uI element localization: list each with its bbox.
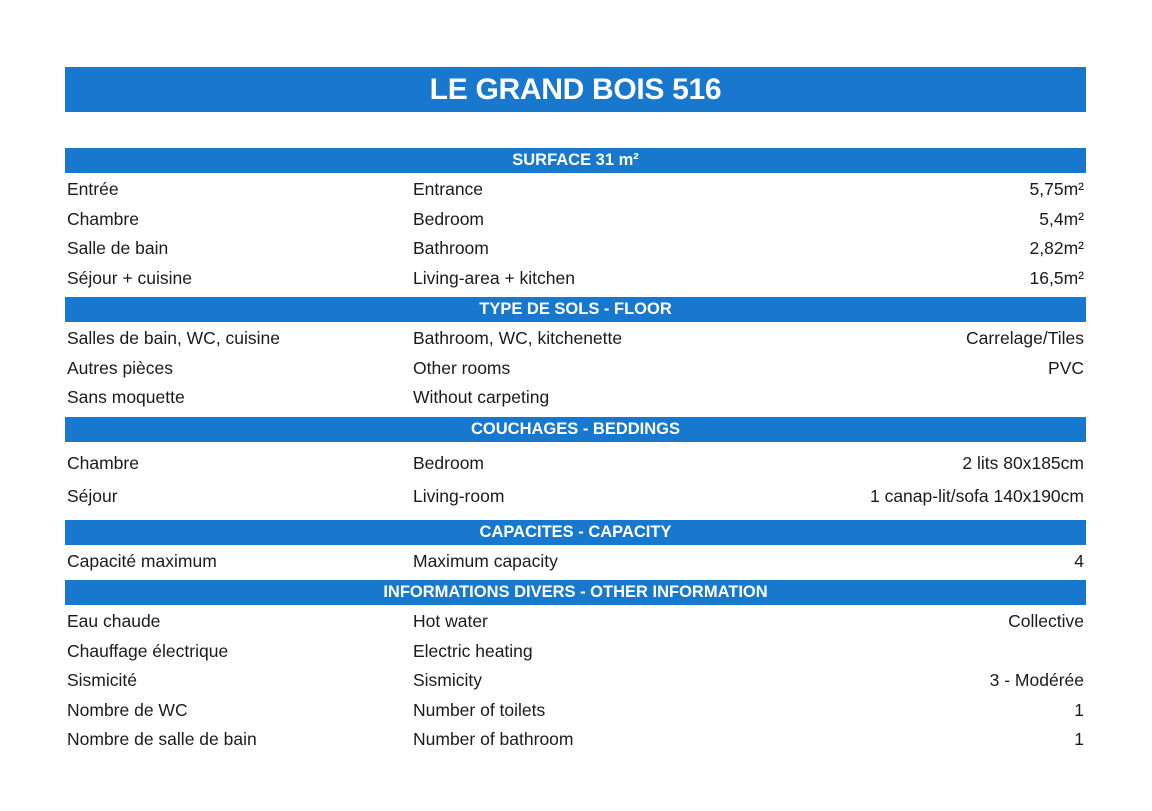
- table-row: [65, 205, 1086, 235]
- table-row: [65, 607, 1086, 637]
- row-label-fr: Chambre: [67, 208, 139, 229]
- table-row: [65, 547, 1086, 577]
- row-value: 2 lits 80x185cm: [962, 452, 1084, 473]
- row-value: 1: [1074, 699, 1084, 720]
- section-rows: [65, 545, 1086, 579]
- row-label-en: Living-room: [413, 486, 505, 507]
- table-row: [65, 324, 1086, 354]
- row-label-en: Number of toilets: [413, 699, 546, 720]
- row-value: PVC: [1048, 357, 1084, 378]
- row-label-fr: Salles de bain, WC, cuisine: [67, 328, 281, 349]
- row-label-en: Hot water: [413, 611, 488, 632]
- row-label-fr: Salle de bain: [67, 238, 169, 259]
- section-floor-type: [65, 297, 1086, 415]
- row-value: 5,75m²: [1029, 179, 1084, 200]
- row-label-en: Sismicity: [413, 670, 483, 691]
- property-title-bar: [65, 67, 1086, 112]
- row-label-fr: Nombre de WC: [67, 699, 188, 720]
- section-header-floor-type: [65, 297, 1086, 322]
- row-label-en: Number of bathroom: [413, 729, 574, 750]
- section-header-label: TYPE DE SOLS - FLOOR: [479, 300, 672, 318]
- section-rows: [65, 605, 1086, 757]
- row-label-en: Other rooms: [413, 357, 511, 378]
- section-header-capacity: [65, 520, 1086, 545]
- row-label-en: Bathroom, WC, kitchenette: [413, 328, 623, 349]
- property-title: LE GRAND BOIS 516: [429, 72, 722, 106]
- section-header-surface: [65, 148, 1086, 173]
- table-row: [65, 696, 1086, 726]
- row-label-fr: Séjour: [67, 486, 118, 507]
- row-label-fr: Capacité maximum: [67, 550, 217, 571]
- section-header-label: CAPACITES - CAPACITY: [479, 522, 672, 541]
- row-label-en: Electric heating: [413, 640, 533, 661]
- table-row: [65, 637, 1086, 667]
- section-rows: [65, 173, 1086, 295]
- row-value: 3 - Modérée: [989, 670, 1084, 691]
- row-value: 5,4m²: [1039, 208, 1084, 229]
- row-value: 4: [1074, 550, 1084, 571]
- table-row: [65, 234, 1086, 264]
- row-value: Carrelage/Tiles: [965, 328, 1084, 349]
- section-header-label: INFORMATIONS DIVERS - OTHER INFORMATION: [383, 583, 768, 601]
- row-label-fr: Autres pièces: [67, 357, 174, 378]
- section-surface: [65, 148, 1086, 295]
- table-row: [65, 264, 1086, 294]
- row-label-en: Bedroom: [413, 452, 485, 473]
- section-beddings: [65, 417, 1086, 518]
- title-gap: [65, 112, 1086, 146]
- section-rows: [65, 442, 1086, 518]
- table-row: [65, 666, 1086, 696]
- section-header-label: COUCHAGES - BEDDINGS: [470, 419, 680, 438]
- row-value: 1 canap-lit/sofa 140x190cm: [869, 486, 1084, 507]
- row-value: 16,5m²: [1029, 267, 1084, 288]
- row-label-fr: Chambre: [67, 452, 139, 473]
- row-label-en: Without carpeting: [413, 387, 550, 408]
- row-label-fr: Eau chaude: [67, 611, 161, 632]
- table-row: [65, 354, 1086, 384]
- row-label-fr: Nombre de salle de bain: [67, 729, 257, 750]
- table-row: [65, 447, 1086, 481]
- section-header-other-information: [65, 580, 1086, 605]
- table-row: [65, 175, 1086, 205]
- table-row: [65, 725, 1086, 755]
- row-label-en: Living-area + kitchen: [413, 267, 575, 288]
- section-other-information: [65, 580, 1086, 757]
- row-label-fr: Entrée: [67, 179, 119, 200]
- section-rows: [65, 322, 1086, 415]
- section-capacity: [65, 520, 1086, 579]
- row-label-fr: Sans moquette: [67, 387, 185, 408]
- table-row: [65, 383, 1086, 413]
- row-label-fr: Séjour + cuisine: [67, 267, 193, 288]
- section-header-label: SURFACE 31 m²: [512, 151, 639, 169]
- row-value: Collective: [1008, 611, 1084, 632]
- row-label-en: Maximum capacity: [413, 550, 558, 571]
- property-info-sheet: [65, 67, 1086, 757]
- row-label-fr: Chauffage électrique: [67, 640, 229, 661]
- row-label-en: Bedroom: [413, 208, 485, 229]
- section-header-beddings: [65, 417, 1086, 442]
- row-label-en: Bathroom: [413, 238, 489, 259]
- table-row: [65, 480, 1086, 514]
- row-label-fr: Sismicité: [67, 670, 138, 691]
- row-value: 2,82m²: [1029, 238, 1084, 259]
- row-label-en: Entrance: [413, 179, 484, 200]
- row-value: 1: [1074, 729, 1084, 750]
